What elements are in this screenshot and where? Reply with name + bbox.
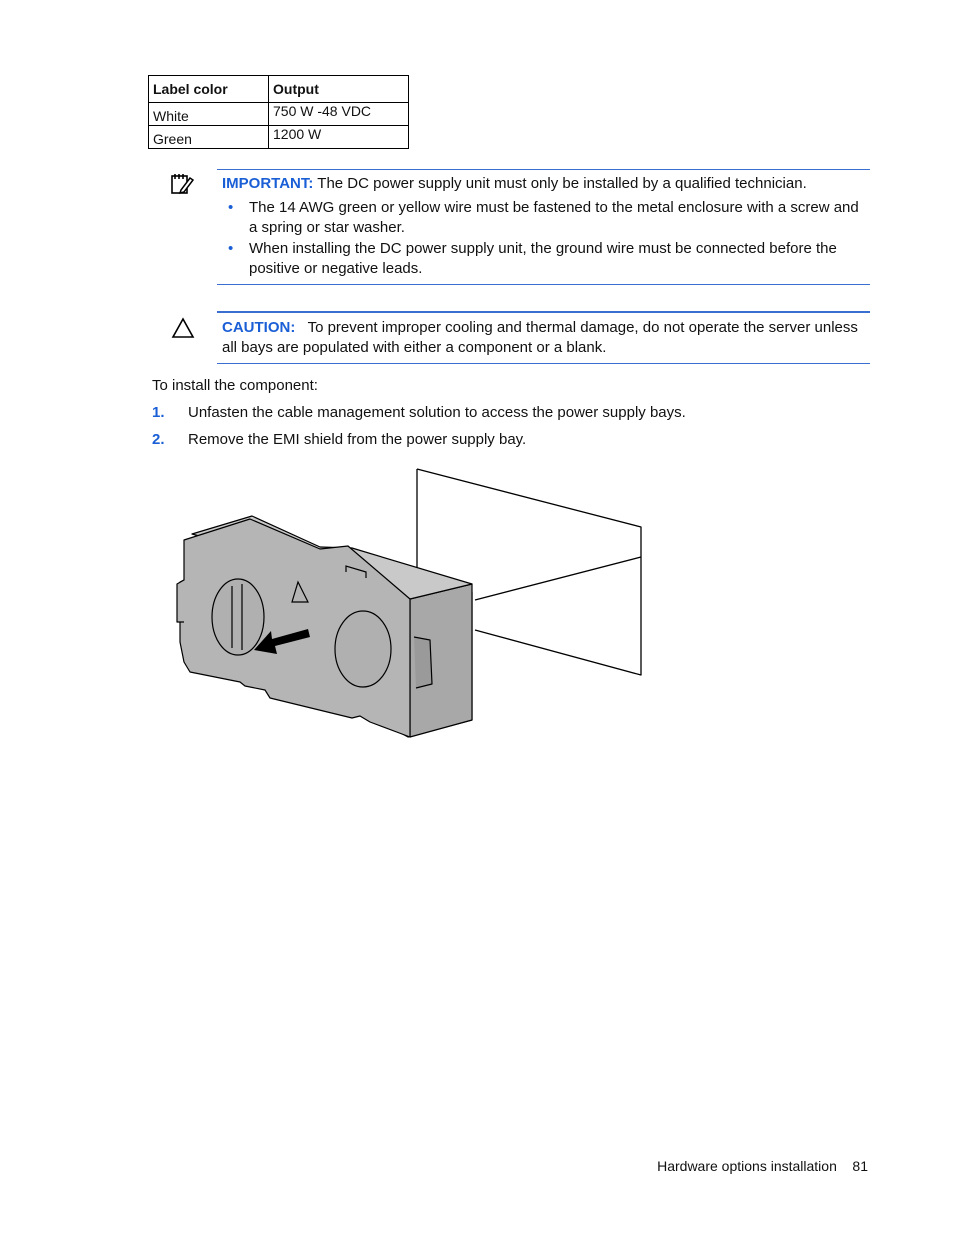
caution-keyword: CAUTION: bbox=[222, 319, 296, 336]
important-keyword: IMPORTANT: bbox=[222, 175, 314, 192]
intro-text: To install the component: bbox=[152, 377, 318, 394]
list-item bbox=[152, 403, 872, 430]
table-header-label-color: Label color bbox=[149, 76, 269, 103]
table-header-output: Output bbox=[269, 76, 409, 103]
table-cell: White bbox=[149, 103, 269, 126]
bullet-icon: • bbox=[228, 199, 234, 216]
footer-page-number: 81 bbox=[852, 1158, 868, 1174]
list-item-text: When installing the DC power supply unit, the ground wire must be connected before the positive or negative leads. bbox=[249, 240, 837, 277]
step-number: 2. bbox=[152, 431, 165, 448]
label-color-table bbox=[148, 75, 409, 149]
important-bullets bbox=[222, 198, 870, 279]
list-item bbox=[222, 239, 870, 279]
caution-note bbox=[217, 311, 870, 364]
bullet-icon: • bbox=[228, 240, 234, 257]
table-row bbox=[149, 103, 409, 126]
caution-text bbox=[222, 318, 870, 358]
step-list bbox=[152, 403, 872, 457]
list-item-text: The 14 AWG green or yellow wire must be fastened to the metal enclosure with a screw and a spring or star washer. bbox=[249, 199, 859, 236]
table-header-row bbox=[149, 76, 409, 103]
important-icon bbox=[170, 172, 198, 196]
table-cell: 1200 W bbox=[269, 126, 409, 149]
step-number: 1. bbox=[152, 404, 165, 421]
page-footer bbox=[657, 1158, 868, 1174]
important-body: The DC power supply unit must only be installed by a qualified technician. bbox=[317, 175, 807, 192]
list-item bbox=[222, 198, 870, 238]
emi-shield-illustration bbox=[170, 462, 650, 747]
step-text: Unfasten the cable management solution to access the power supply bays. bbox=[188, 404, 686, 421]
caution-icon bbox=[170, 316, 198, 340]
table-row bbox=[149, 126, 409, 149]
table-cell: Green bbox=[149, 126, 269, 149]
list-item bbox=[152, 430, 872, 457]
footer-section-title: Hardware options installation bbox=[657, 1158, 837, 1174]
step-text: Remove the EMI shield from the power supply bay. bbox=[188, 431, 527, 448]
table-cell: 750 W -48 VDC bbox=[269, 103, 409, 126]
caution-body: To prevent improper cooling and thermal damage, do not operate the server unless all bays are populated with either a component or a blank. bbox=[222, 319, 858, 356]
important-text bbox=[222, 174, 870, 194]
important-note bbox=[217, 169, 870, 285]
